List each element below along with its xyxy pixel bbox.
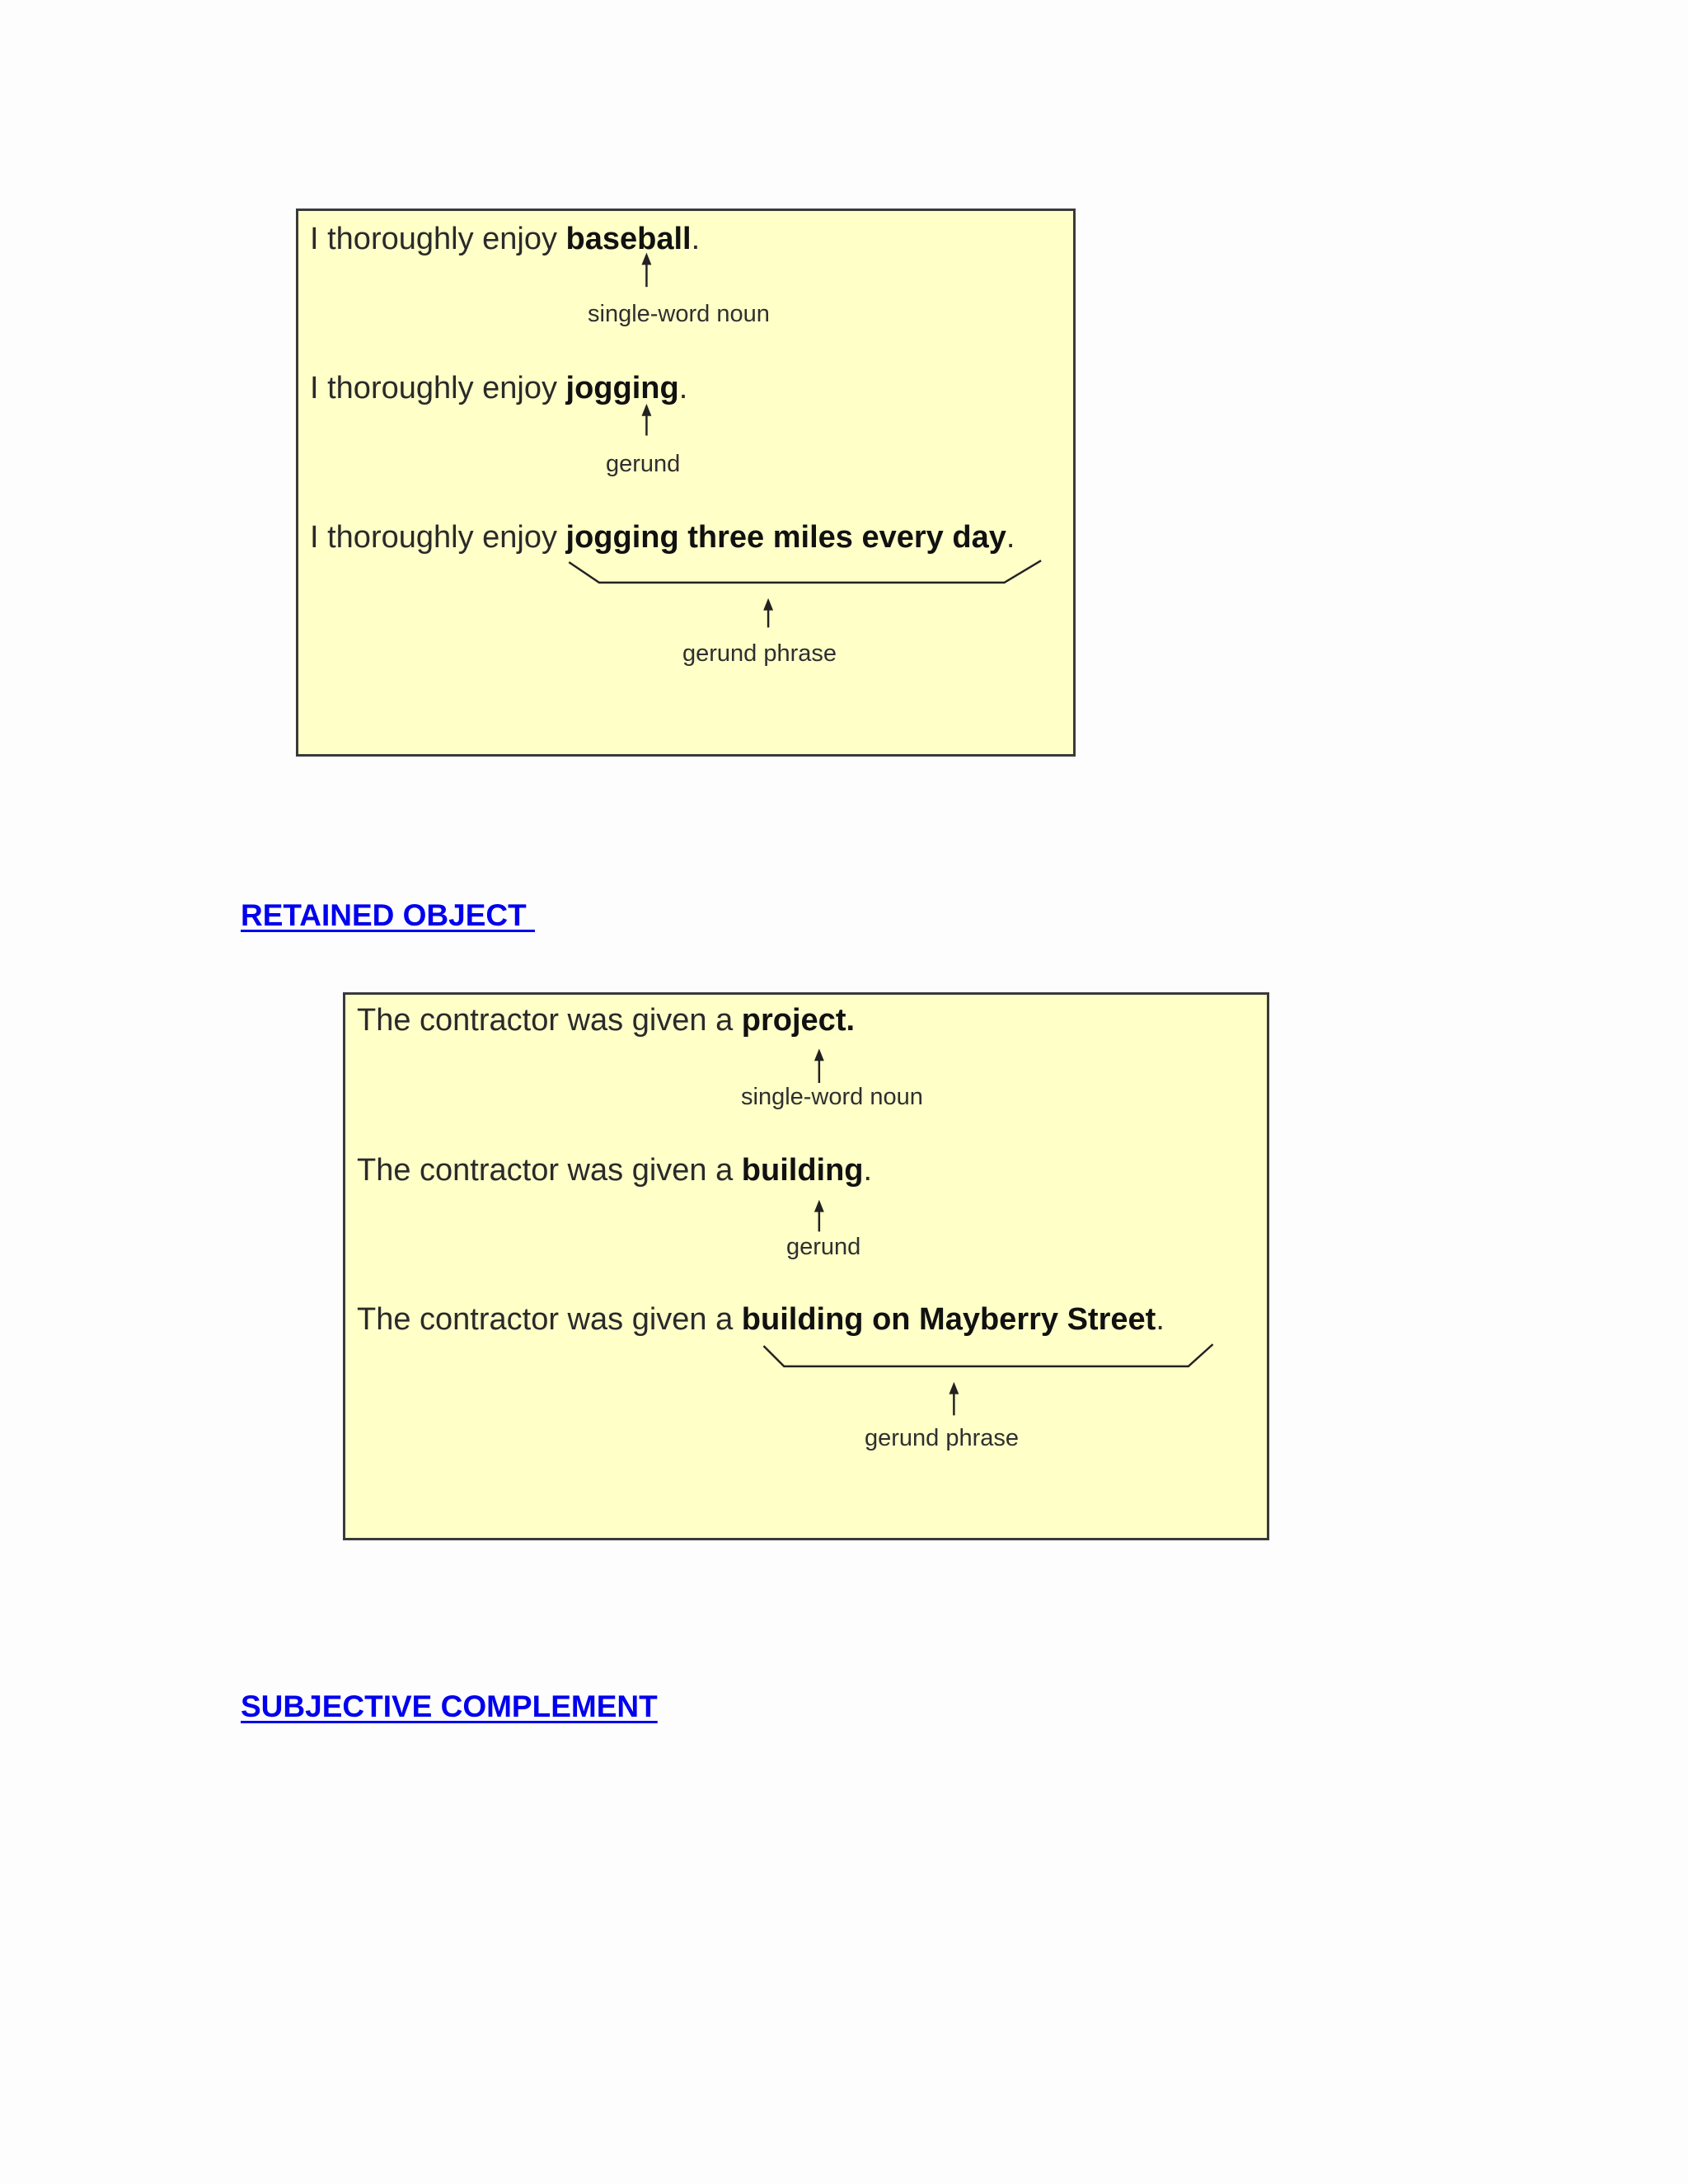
sentence-period: . <box>691 222 701 256</box>
sentence-period: . <box>1156 1302 1165 1337</box>
sentence-plain-text: The contractor was given a <box>357 1302 742 1337</box>
sentence-jogging <box>310 373 687 404</box>
sentence-period: . <box>863 1153 873 1188</box>
sentence-building <box>357 1155 872 1186</box>
sentence-jogging-phrase <box>310 522 1015 553</box>
sentence-building-phrase <box>357 1304 1165 1335</box>
gerund-as-retained-object-figure <box>343 992 1269 1540</box>
sentence-plain-text: The contractor was given a <box>357 1003 742 1038</box>
label-single-word-noun: single-word noun <box>741 1084 923 1110</box>
heading-retained-object-link[interactable]: RETAINED OBJECT <box>241 898 536 932</box>
figure1-arrows <box>298 211 1073 754</box>
sentence-bold-word: baseball <box>565 222 692 256</box>
sentence-baseball <box>310 223 700 255</box>
sentence-bold-word: jogging <box>565 371 679 405</box>
sentence-bold-phrase: jogging three miles every day <box>565 520 1006 555</box>
label-gerund-phrase: gerund phrase <box>865 1425 1020 1451</box>
sentence-plain-text: I thoroughly enjoy <box>310 520 566 555</box>
label-gerund: gerund <box>786 1234 861 1260</box>
sentence-project <box>357 1005 855 1036</box>
sentence-plain-text: The contractor was given a <box>357 1153 742 1188</box>
figure2-arrows <box>345 995 1267 1538</box>
label-gerund-phrase: gerund phrase <box>682 640 837 667</box>
gerund-as-object-figure <box>296 209 1076 757</box>
sentence-bold-phrase: building on Mayberry Street <box>741 1302 1156 1337</box>
sentence-period: . <box>678 371 688 405</box>
label-single-word-noun: single-word noun <box>588 301 770 327</box>
sentence-plain-text: I thoroughly enjoy <box>310 371 566 405</box>
bracket-gerund-phrase <box>569 560 1041 583</box>
heading-subjective-complement-link[interactable]: SUBJECTIVE COMPLEMENT <box>241 1690 658 1723</box>
bracket-gerund-phrase <box>763 1344 1212 1366</box>
sentence-bold-word: project. <box>741 1003 856 1038</box>
label-gerund: gerund <box>606 451 681 477</box>
sentence-period: . <box>1006 520 1015 555</box>
sentence-bold-word: building <box>741 1153 864 1188</box>
sentence-plain-text: I thoroughly enjoy <box>310 222 566 256</box>
